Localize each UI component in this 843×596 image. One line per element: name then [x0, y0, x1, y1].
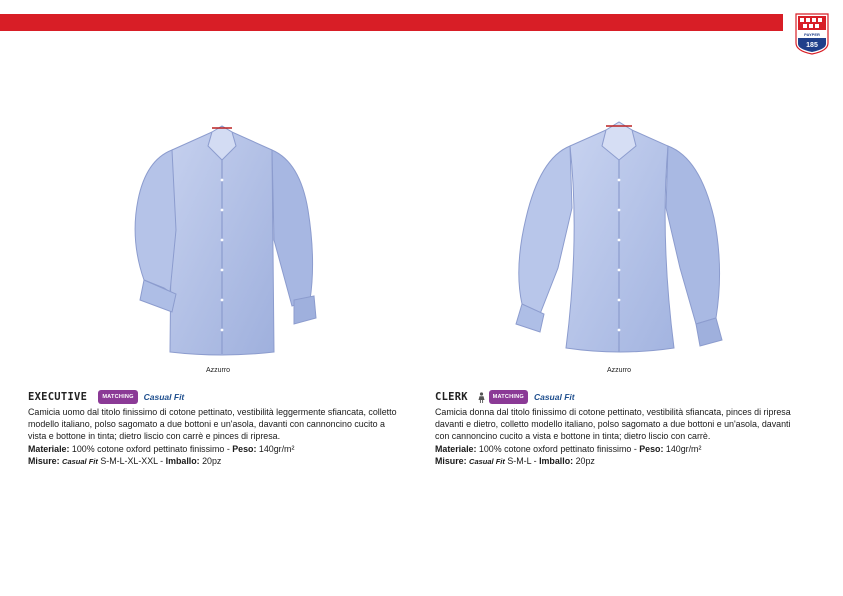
payper-logo-badge: [795, 13, 829, 55]
material-line: Materiale: 100% cotone oxford pettinato finissimo - Peso: 140gr/m²: [435, 443, 702, 454]
matching-badge: MATCHING: [98, 390, 137, 404]
product-2-caption: Azzurro: [606, 367, 632, 374]
fit-label: Casual Fit: [143, 391, 185, 402]
product-name: EXECUTIVE: [28, 389, 88, 403]
brand-name: PAYPER: [804, 32, 820, 37]
matching-badge: MATCHING: [489, 390, 528, 404]
page-number: 185: [806, 42, 818, 49]
material-line: Materiale: 100% cotone oxford pettinato finissimo - Peso: 140gr/m²: [28, 443, 295, 454]
product-executive: [28, 389, 398, 468]
sizes-line: Misure: Casual Fit S-M-L - Imballo: 20pz: [435, 455, 595, 466]
sizes-line: Misure: Casual Fit S-M-L-XL-XXL - Imballo: 20pz: [28, 455, 222, 466]
product-1-caption: Azzurro: [205, 367, 231, 374]
men-shirt-image: [124, 120, 320, 360]
header-red-bar: [0, 14, 783, 31]
product-clerk: [435, 389, 805, 468]
female-icon: [478, 392, 485, 403]
product-description: Camicia uomo dal titolo finissimo di cotone pettinato, vestibilità leggermente sfiancata, colletto modello italiano, polso sagomato a due bottoni e un'asola, davanti con cannoncino cucito a vista e bottone in tinta; dietro liscio con carrè e pinces di ripresa.: [28, 407, 397, 442]
fit-label: Casual Fit: [533, 391, 575, 402]
product-name: CLERK: [435, 389, 468, 403]
product-description: Camicia donna dal titolo finissimo di cotone pettinato, vestibilità sfiancata, pinces di ripresa davanti e dietro, colletto modello italiano, polso sagomato a due bottoni e un'asola, davanti con cannoncino cucito a vista e bottone in tinta; dietro liscio con carrè.: [435, 407, 791, 442]
women-shirt-image: [510, 118, 728, 358]
